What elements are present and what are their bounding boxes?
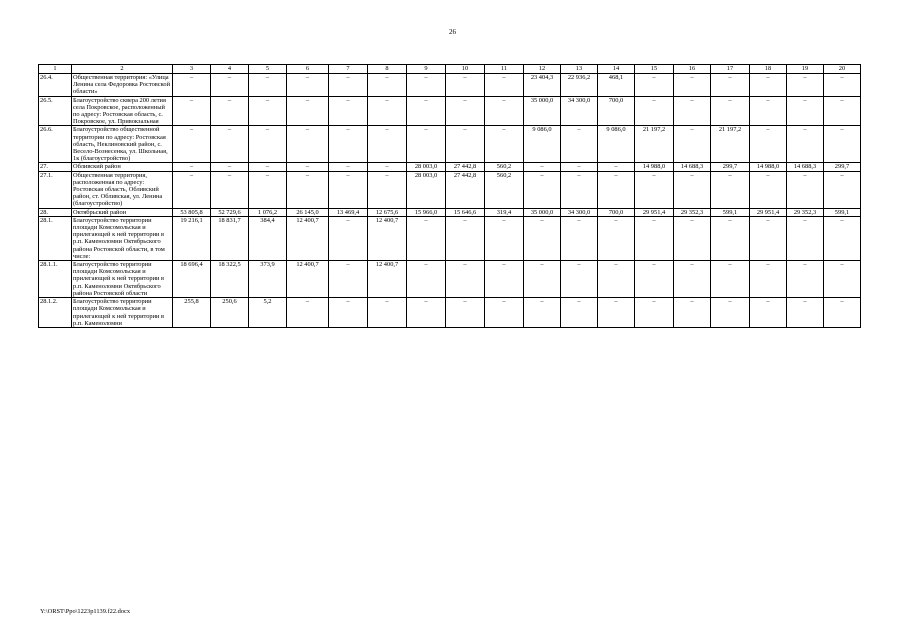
value-cell: – [598, 298, 635, 328]
value-cell: – [750, 261, 787, 298]
value-cell: 15 966,0 [407, 208, 446, 216]
value-cell: 700,0 [598, 208, 635, 216]
column-header: 20 [824, 65, 861, 74]
value-cell: 29 951,4 [750, 208, 787, 216]
value-cell: – [711, 261, 750, 298]
value-cell: – [787, 126, 824, 163]
value-cell: – [674, 261, 711, 298]
value-cell: – [711, 96, 750, 126]
row-name: Обливский район [72, 163, 173, 171]
value-cell: – [329, 216, 368, 260]
column-header: 5 [249, 65, 287, 74]
value-cell: 53 805,8 [173, 208, 211, 216]
value-cell: – [249, 126, 287, 163]
value-cell: 35 000,0 [524, 96, 561, 126]
file-path-footer: Y:\ORST\Ppo\1223p1139.f22.docx [40, 608, 131, 615]
column-header: 12 [524, 65, 561, 74]
value-cell: – [635, 171, 674, 208]
table-row [39, 298, 861, 328]
value-cell: – [598, 163, 635, 171]
value-cell: – [368, 126, 407, 163]
row-name: Общественная территория, расположенная по адресу: Ростовская область, Обливский район, ст. Обливская, ул. Ленина (благоустройство) [72, 171, 173, 208]
value-cell: 34 300,0 [561, 208, 598, 216]
table-row [39, 261, 861, 298]
value-cell: 560,2 [485, 163, 524, 171]
value-cell: – [211, 74, 249, 97]
value-cell: – [787, 171, 824, 208]
value-cell: – [329, 261, 368, 298]
table-body [39, 65, 861, 328]
value-cell: 29 352,3 [674, 208, 711, 216]
value-cell: 22 936,2 [561, 74, 598, 97]
value-cell: – [787, 298, 824, 328]
value-cell: 14 688,3 [674, 163, 711, 171]
value-cell: 21 197,2 [635, 126, 674, 163]
column-header: 17 [711, 65, 750, 74]
value-cell: – [561, 216, 598, 260]
value-cell: – [750, 74, 787, 97]
value-cell: – [711, 298, 750, 328]
value-cell: – [446, 96, 485, 126]
value-cell: – [561, 298, 598, 328]
value-cell: 18 696,4 [173, 261, 211, 298]
value-cell: – [173, 163, 211, 171]
value-cell: – [329, 74, 368, 97]
value-cell: 468,1 [598, 74, 635, 97]
column-header: 19 [787, 65, 824, 74]
value-cell: – [287, 163, 329, 171]
value-cell: – [635, 261, 674, 298]
value-cell: 12 400,7 [368, 216, 407, 260]
value-cell: 700,0 [598, 96, 635, 126]
value-cell: 299,7 [711, 163, 750, 171]
value-cell: 9 086,0 [524, 126, 561, 163]
row-number: 27. [39, 163, 72, 171]
row-name: Благоустройство территории площади Комсомольская и прилегающей к ней территории в р.п. Каменоломни [72, 298, 173, 328]
value-cell: – [446, 126, 485, 163]
row-number: 26.4. [39, 74, 72, 97]
value-cell: – [750, 298, 787, 328]
value-cell: 27 442,8 [446, 171, 485, 208]
value-cell: – [598, 171, 635, 208]
page-number: 26 [449, 28, 456, 36]
value-cell: – [211, 171, 249, 208]
value-cell: – [407, 216, 446, 260]
value-cell: 15 646,6 [446, 208, 485, 216]
table-row [39, 216, 861, 260]
value-cell: – [485, 261, 524, 298]
column-header: 3 [173, 65, 211, 74]
value-cell: 384,4 [249, 216, 287, 260]
column-header: 10 [446, 65, 485, 74]
value-cell: 14 988,0 [635, 163, 674, 171]
row-name: Благоустройство общественной территории по адресу: Ростовская область, Неклиновский район, с. Весело-Вознесенка, ул. Школьная, 1к (благоустройство) [72, 126, 173, 163]
value-cell: 29 352,3 [787, 208, 824, 216]
value-cell: 299,7 [824, 163, 861, 171]
row-name: Октябрьский район [72, 208, 173, 216]
value-cell: – [750, 216, 787, 260]
value-cell: – [173, 74, 211, 97]
value-cell: – [485, 96, 524, 126]
value-cell: 28 003,0 [407, 171, 446, 208]
value-cell: – [211, 163, 249, 171]
table-row [39, 208, 861, 216]
value-cell: – [485, 126, 524, 163]
value-cell: – [824, 261, 861, 298]
value-cell: – [524, 171, 561, 208]
row-number: 26.5. [39, 96, 72, 126]
value-cell: 14 988,0 [750, 163, 787, 171]
column-header: 6 [287, 65, 329, 74]
row-number: 28.1.2. [39, 298, 72, 328]
value-cell: – [287, 171, 329, 208]
value-cell: 13 469,4 [329, 208, 368, 216]
value-cell: – [211, 96, 249, 126]
value-cell: – [787, 96, 824, 126]
value-cell: – [249, 163, 287, 171]
value-cell: – [750, 171, 787, 208]
column-header: 13 [561, 65, 598, 74]
column-header: 8 [368, 65, 407, 74]
value-cell: – [485, 298, 524, 328]
value-cell: 1 076,2 [249, 208, 287, 216]
value-cell: – [407, 126, 446, 163]
table-row [39, 96, 861, 126]
value-cell: – [368, 171, 407, 208]
value-cell: – [750, 126, 787, 163]
value-cell: – [249, 171, 287, 208]
value-cell: – [824, 171, 861, 208]
value-cell: – [368, 163, 407, 171]
value-cell: 319,4 [485, 208, 524, 216]
row-number: 28.1. [39, 216, 72, 260]
value-cell: – [711, 216, 750, 260]
value-cell: – [407, 96, 446, 126]
value-cell: 12 400,7 [368, 261, 407, 298]
value-cell: – [329, 96, 368, 126]
value-cell: 27 442,8 [446, 163, 485, 171]
value-cell: – [787, 261, 824, 298]
value-cell: – [329, 298, 368, 328]
value-cell: – [446, 298, 485, 328]
value-cell: – [674, 298, 711, 328]
row-number: 27.1. [39, 171, 72, 208]
column-header: 11 [485, 65, 524, 74]
value-cell: 12 400,7 [287, 216, 329, 260]
value-cell: – [446, 74, 485, 97]
value-cell: – [287, 96, 329, 126]
column-header: 2 [72, 65, 173, 74]
value-cell: – [635, 96, 674, 126]
value-cell: – [561, 163, 598, 171]
table-row [39, 74, 861, 97]
value-cell: 9 086,0 [598, 126, 635, 163]
value-cell: – [787, 74, 824, 97]
value-cell: 29 951,4 [635, 208, 674, 216]
value-cell: – [368, 96, 407, 126]
value-cell: – [329, 126, 368, 163]
value-cell: – [711, 74, 750, 97]
value-cell: – [524, 163, 561, 171]
value-cell: 34 300,0 [561, 96, 598, 126]
value-cell: – [635, 74, 674, 97]
row-number: 28. [39, 208, 72, 216]
value-cell: – [485, 216, 524, 260]
row-number: 26.6. [39, 126, 72, 163]
row-number: 28.1.1. [39, 261, 72, 298]
value-cell: 12 675,6 [368, 208, 407, 216]
table-row [39, 163, 861, 171]
value-cell: – [711, 171, 750, 208]
value-cell: – [674, 74, 711, 97]
column-header: 14 [598, 65, 635, 74]
value-cell: 21 197,2 [711, 126, 750, 163]
value-cell: 26 145,0 [287, 208, 329, 216]
value-cell: 599,1 [824, 208, 861, 216]
value-cell: – [824, 74, 861, 97]
value-cell: 5,2 [249, 298, 287, 328]
row-name: Благоустройство сквера 200 летия села Покровское, расположенный по адресу: Ростовская область, с. Покровское, ул. Привокзальная [72, 96, 173, 126]
value-cell: – [561, 126, 598, 163]
header-row [39, 65, 861, 74]
budget-table [38, 64, 861, 328]
value-cell: 12 400,7 [287, 261, 329, 298]
value-cell: – [249, 96, 287, 126]
value-cell: – [524, 298, 561, 328]
value-cell: – [598, 216, 635, 260]
column-header: 1 [39, 65, 72, 74]
value-cell: 18 831,7 [211, 216, 249, 260]
value-cell: – [524, 261, 561, 298]
value-cell: – [446, 216, 485, 260]
value-cell: – [407, 74, 446, 97]
column-header: 18 [750, 65, 787, 74]
value-cell: – [824, 298, 861, 328]
value-cell: – [249, 74, 287, 97]
value-cell: – [287, 298, 329, 328]
value-cell: – [446, 261, 485, 298]
column-header: 16 [674, 65, 711, 74]
value-cell: 599,1 [711, 208, 750, 216]
column-header: 4 [211, 65, 249, 74]
value-cell: 373,9 [249, 261, 287, 298]
value-cell: – [173, 171, 211, 208]
column-header: 7 [329, 65, 368, 74]
row-name: Благоустройство территории площади Комсомольская и прилегающей к ней территории в р.п. Каменоломни Октябрьского района Ростовской области [72, 261, 173, 298]
row-name: Общественная территория: «Улица Ленина села Федоровка Ростовской области» [72, 74, 173, 97]
value-cell: 14 688,3 [787, 163, 824, 171]
table-row [39, 126, 861, 163]
value-cell: – [368, 298, 407, 328]
value-cell: – [524, 216, 561, 260]
value-cell: – [674, 126, 711, 163]
value-cell: 18 322,5 [211, 261, 249, 298]
value-cell: – [287, 126, 329, 163]
value-cell: 35 000,0 [524, 208, 561, 216]
table-row [39, 171, 861, 208]
column-header: 9 [407, 65, 446, 74]
value-cell: – [824, 216, 861, 260]
value-cell: – [173, 96, 211, 126]
value-cell: – [561, 261, 598, 298]
value-cell: – [674, 216, 711, 260]
value-cell: – [674, 96, 711, 126]
value-cell: – [407, 298, 446, 328]
value-cell: 28 003,0 [407, 163, 446, 171]
value-cell: – [287, 74, 329, 97]
value-cell: – [329, 163, 368, 171]
column-header: 15 [635, 65, 674, 74]
value-cell: – [211, 126, 249, 163]
value-cell: – [173, 126, 211, 163]
value-cell: 560,2 [485, 171, 524, 208]
value-cell: – [485, 74, 524, 97]
value-cell: 23 404,3 [524, 74, 561, 97]
value-cell: – [824, 126, 861, 163]
value-cell: – [787, 216, 824, 260]
value-cell: – [598, 261, 635, 298]
value-cell: – [407, 261, 446, 298]
value-cell: – [561, 171, 598, 208]
value-cell: – [824, 96, 861, 126]
value-cell: – [635, 216, 674, 260]
value-cell: 255,8 [173, 298, 211, 328]
row-name: Благоустройство территории площади Комсомольская и прилегающей к ней территории в р.п. Каменоломни Октябрьского района Ростовской области, в том числе: [72, 216, 173, 260]
value-cell: – [368, 74, 407, 97]
value-cell: – [674, 171, 711, 208]
value-cell: 250,6 [211, 298, 249, 328]
value-cell: 52 729,6 [211, 208, 249, 216]
value-cell: – [329, 171, 368, 208]
value-cell: – [750, 96, 787, 126]
value-cell: 19 216,1 [173, 216, 211, 260]
value-cell: – [635, 298, 674, 328]
